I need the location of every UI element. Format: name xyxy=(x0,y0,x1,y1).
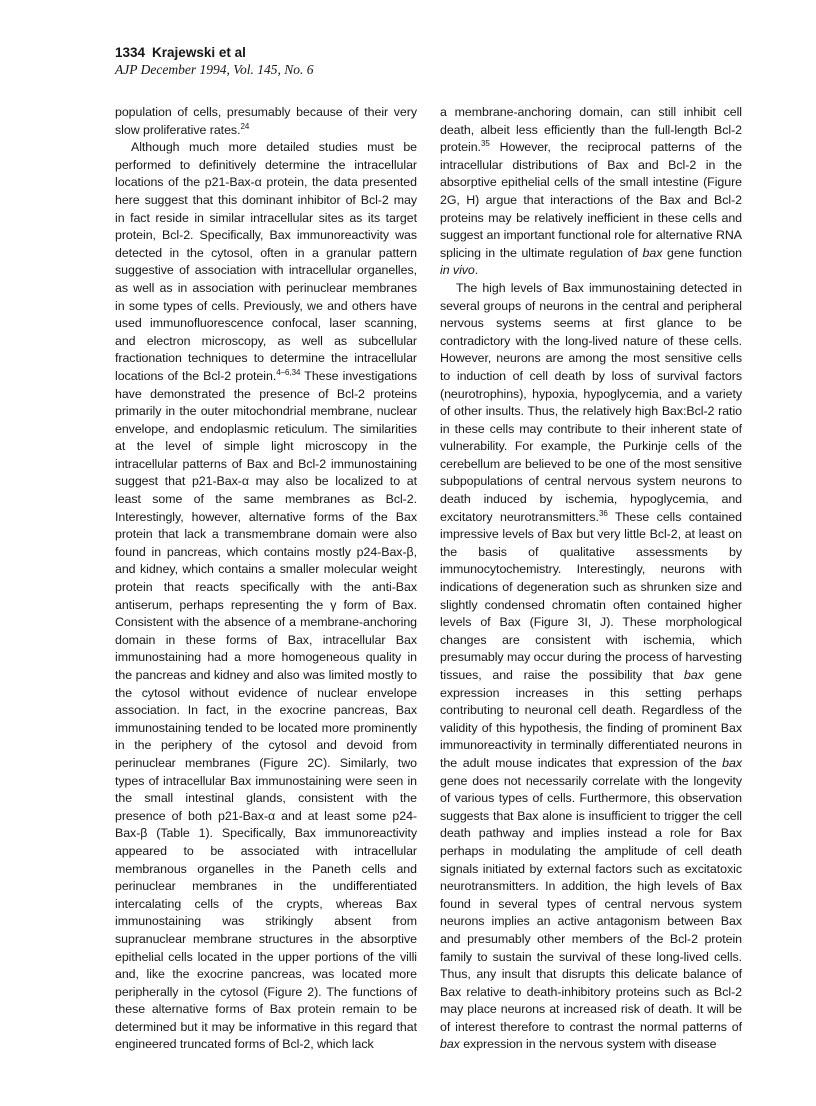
reference-superscript: 4–6,34 xyxy=(276,367,301,377)
body-text: gene function xyxy=(662,245,742,260)
body-text: gene does not necessarily correlate with the longevity of various types of cells. Furthermore, this observation suggests that Bax alone is insufficient to trigger the cell death pathway and implies instead a role for Bax perhaps in modulating the amplitude of cell death signals initiated by external factors such as excitatoxic neurotransmitters. In addition, the high levels of Bax found in several types of central nervous system neurons implies an active antagonism between Bax and presumably other members of the Bcl-2 protein family to sustain the survival of these long-lived cells. Thus, any insult that disrupts this delicate balance of Bax relative to death-inhibitory proteins such as Bcl-2 may place neurons at increased risk of death. It will be of interest therefore to contrast the normal patterns of xyxy=(440,773,742,1034)
body-text: population of cells, presumably because of their very slow proliferative rates. xyxy=(115,105,417,137)
reference-superscript: 24 xyxy=(240,121,250,131)
running-header xyxy=(115,44,313,78)
body-text: . xyxy=(474,263,479,278)
body-text: However, the reciprocal patterns of the intracellular distributions of Bax and Bcl-2 in the absorptive epithelial cells of the small intestine (Figure 2G, H) argue that interactions of the Bax and Bcl-2 proteins may be relatively inefficient in these cells and suggest an important functional role for alternative RNA splicing in the ultimate regulation of xyxy=(440,140,742,260)
body-text: These cells contained impressive levels of Bax but very little Bcl-2, at least on the basis of qualitative assessments by immunocytochemistry. Interestingly, neurons with indications of degeneration such as shrunken size and slightly condensed chromatin often contained higher levels of Bax (Figure 3I, J). These morphological changes are consistent with ischemia, which presumably may occur during the process of harvesting tissues, and raise the possibility that xyxy=(440,509,742,682)
body-text: gene expression increases in this setting perhaps contributing to neuronal cell death. Regardless of the validity of this hypothesis, the finding of prominent Bax immunoreactivity in terminally differentiated neurons in the adult mouse indicates that expression of the xyxy=(440,668,743,770)
body-text: The high levels of Bax immunostaining detected in several groups of neurons in the central and peripheral nervous systems seems at first glance to be contradictory with the long-lived nature of these cells. However, neurons are among the most sensitive cells to induction of cell death by loss of survival factors (neurotrophins), hypoxia, hypoglycemia, and a variety of other insults. Thus, the relatively high Bax:Bcl-2 ratio in these cells may contribute to their inherent state of vulnerability. For example, the Purkinje cells of the cerebellum are believed to be one of the most sensitive subpopulations of central nervous system neurons to death induced by ischemia, hypoglycemia, and excitatory neurotransmitters. xyxy=(440,280,742,524)
page-number: 1334 xyxy=(115,45,146,60)
header-line xyxy=(115,44,313,61)
gene-name: bax xyxy=(684,668,704,682)
reference-superscript: 36 xyxy=(598,508,608,518)
header-authors: Krajewski et al xyxy=(152,45,246,60)
paragraph xyxy=(115,139,417,1054)
gene-name: bax xyxy=(722,755,742,770)
paragraph xyxy=(440,104,742,280)
reference-superscript: 35 xyxy=(480,139,490,149)
right-column xyxy=(440,104,742,1054)
paragraph xyxy=(115,104,417,139)
gene-name: bax xyxy=(440,1037,460,1052)
latin-term: in vivo xyxy=(440,263,475,278)
body-text: Although much more detailed studies must be performed to definitively determine the intracellular locations of the p21-Bax-α protein, the data presented here suggest that this dominant inhibitor of Bcl-2 may in fact reside in similar intracellular sites as its target protein, Bcl-2. Specifically, Bax immunoreactivity was detected in the cytosol, often in a granular pattern suggestive of association with intracellular organelles, as well as in association with perinuclear membranes in some types of cells. Previously, we and others have used immunofluorescence confocal, laser scanning, and electron microscopy, as well as subcellular fractionation techniques to determine the intracellular locations of the Bcl-2 protein. xyxy=(115,140,417,383)
left-column xyxy=(115,104,417,1054)
paragraph xyxy=(440,280,742,1054)
body-text: a membrane-anchoring domain, can still inhibit cell death, albeit less efficiently than the full-length Bcl-2 protein. xyxy=(440,105,742,155)
gene-name: bax xyxy=(642,245,663,260)
body-text: These investigations have demonstrated the presence of Bcl-2 proteins primarily in the outer mitochondrial membrane, nuclear envelope, and endoplasmic reticulum. The similarities at the level of simple light microscopy in the intracellular patterns of Bax and Bcl-2 immunostaining suggest that p21-Bax-α may also be localized to at least some of the same membranes as Bcl-2. Interestingly, however, alternative forms of the Bax protein that lack a transmembrane domain were also found in pancreas, which contains mostly p24-Bax-β, and kidney, which contains a smaller molecular weight protein that reacts specifically with the anti-Bax antiserum, perhaps representing the γ form of Bax. Consistent with the absence of a membrane-anchoring domain in these forms of Bax, intracellular Bax immunostaining had a more homogeneous quality in the pancreas and kidney and also was limited mostly to the cytosol without evidence of nuclear envelope association. In fact, in the exocrine pancreas, Bax immunostaining tended to be located more prominently in the periphery of the cytosol and devoid from perinuclear membranes (Figure 2C). Similarly, two types of intracellular Bax immunostaining were seen in the small intestinal glands, consistent with the presence of both p21-Bax-α and at least some p24-Bax-β (Table 1). Specifically, Bax immunoreactivity appeared to be associated with intracellular membranous organelles in the Paneth cells and perinuclear membranes in the undifferentiated intercalating cells of the crypts, whereas Bax immunostaining was strikingly absent from supranuclear membrane structures in the absorptive epithelial cells located in the upper portions of the villi and, like the exocrine pancreas, was located more peripherally in the cytosol (Figure 2). The functions of these alternative forms of Bax protein remain to be determined but it may be informative in this regard that engineered truncated forms of Bcl-2, which lack xyxy=(115,368,417,1052)
journal-citation: AJP December 1994, Vol. 145, No. 6 xyxy=(115,62,314,77)
body-text: expression in the nervous system with disease xyxy=(459,1037,717,1052)
